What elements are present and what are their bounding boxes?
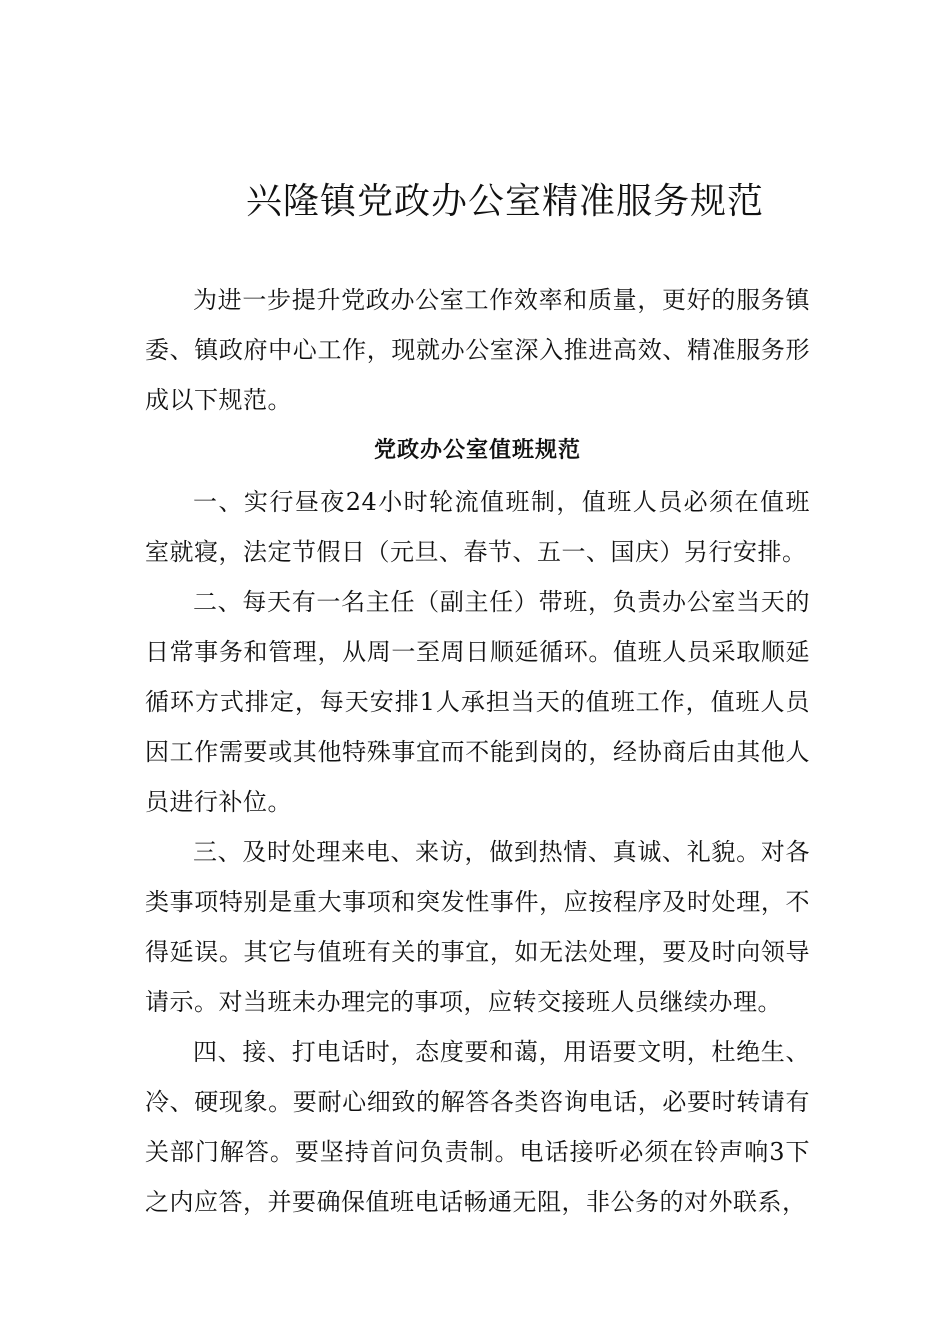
clause-4-paragraph: 四、接、打电话时，态度要和蔼，用语要文明，杜绝生、冷、硬现象。要耐心细致的解答各类咨询电话，必要时转请有关部门解答。要坚持首问负责制。电话接听必须在铃声响3下之内应答，并要确保值班电话畅通无阻，非公务的对外联系， [145,1038,810,1216]
clause-3-paragraph: 三、及时处理来电、来访，做到热情、真诚、礼貌。对各类事项特别是重大事项和突发性事件，应按程序及时处理，不得延误。其它与值班有关的事宜，如无法处理，要及时向领导请示。对当班未办理完的事项，应转交接班人员继续办理。 [145,838,810,1016]
section-heading: 党政办公室值班规范 [373,438,581,463]
document-title: 兴隆镇党政办公室精准服务规范 [245,181,764,222]
intro-paragraph: 为进一步提升党政办公室工作效率和质量，更好的服务镇委、镇政府中心工作，现就办公室深入推进高效、精准服务形成以下规范。 [145,286,810,414]
clause-1-paragraph: 一、实行昼夜24小时轮流值班制，值班人员必须在值班室就寝，法定节假日（元旦、春节、五一、国庆）另行安排。 [145,488,810,566]
clause-2-paragraph: 二、每天有一名主任（副主任）带班，负责办公室当天的日常事务和管理，从周一至周日顺延循环。值班人员采取顺延循环方式排定，每天安排1人承担当天的值班工作，值班人员因工作需要或其他特殊事宜而不能到岗的，经协商后由其他人员进行补位。 [145,588,810,816]
document-body [145,275,810,1227]
